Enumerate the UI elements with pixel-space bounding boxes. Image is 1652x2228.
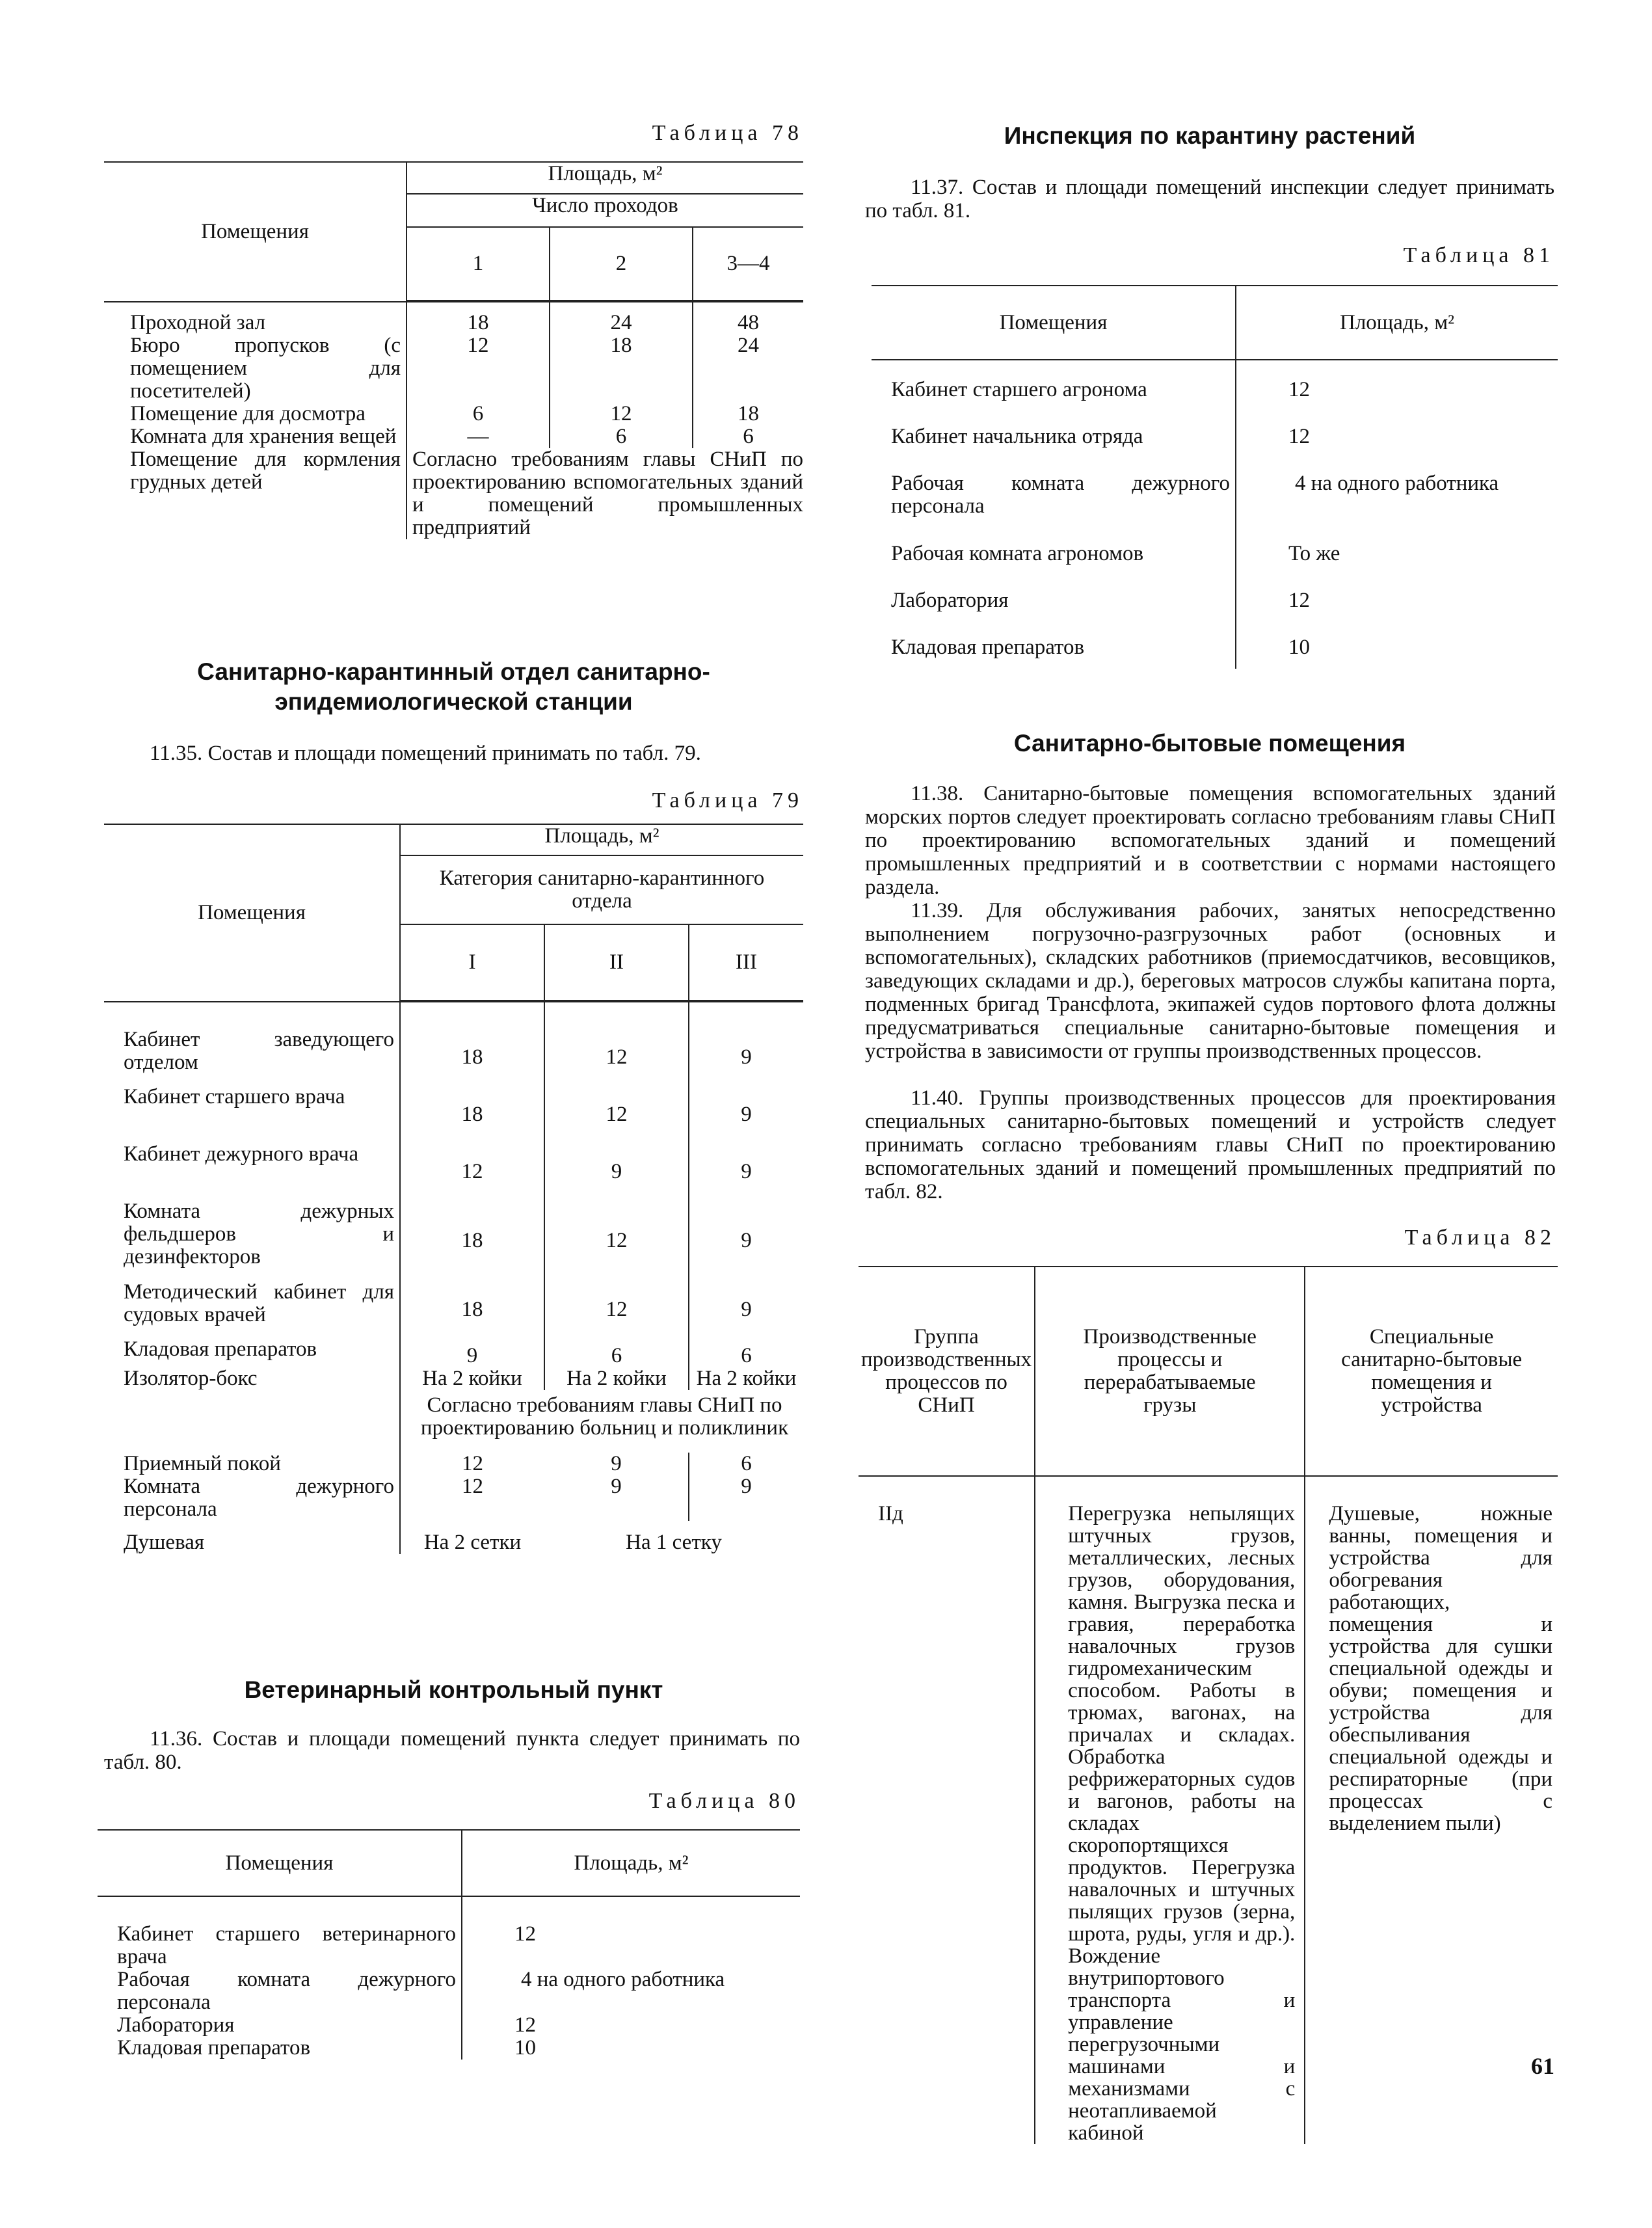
table-cell: 6 — [544, 1338, 689, 1367]
table-cell: 9 — [689, 1475, 803, 1521]
table-cell: 18 — [406, 312, 550, 334]
table-cell: 4 на одного работника — [1236, 472, 1558, 543]
table-cell: 12 — [400, 1475, 544, 1521]
table-cell: 9 — [400, 1338, 544, 1367]
table-row-name: Кабинет дежурного врача — [124, 1142, 359, 1166]
table-cell: 6 — [693, 425, 803, 448]
table-row-name: Кабинет старшего агронома — [891, 378, 1147, 401]
table-note: Согласно требованиям главы СНиП по проектированию вспомогательных зданий и помещений промышленных предприятий — [406, 448, 803, 539]
table-cell: 6 — [550, 425, 693, 448]
table-cell: 9 — [689, 1200, 803, 1281]
table-cell: На 2 койки — [400, 1367, 544, 1390]
table-cell-processes: Перегрузка непылящих штучных грузов, металлических, лесных грузов, оборудования, камня. Выгрузка песка и гравия, переработка навалочных грузов гидромеханическим способом. Работы в трюмах, вагонах, на причалах и складах. Обработка рефрижераторных судов и вагонов, работы на складах скоропортящихся продуктов. Перегрузка навалочных и штучных пылящих грузов (зерна, шрота, руды, угля и др.). Вождение внутрипортового транспорта и управление перегрузочными машинами и механизмами с неотапливаемой кабиной — [1035, 1503, 1305, 2144]
table-cell-facilities: Душевые, ножные ванны, помещения и устройства для обогревания работающих, помещения и устройства для сушки специальной одежды и обуви; помещения и устройства для обеспыливания специальной одежды и респираторные (при процессах с выделением пыли) — [1305, 1503, 1558, 2144]
section-title-sanitary-facilities: Санитарно-бытовые помещения — [1013, 730, 1406, 757]
table-row-name: Проходной зал — [130, 311, 266, 334]
table-cell: 12 — [550, 403, 693, 425]
table-cell: 24 — [693, 334, 803, 403]
table-row-name: Кабинет старшего ветеринарного врача — [117, 1922, 456, 1968]
table-79-col: I — [400, 924, 544, 1000]
table-78 — [104, 161, 803, 539]
table-78-header-area: Площадь, м² — [406, 162, 803, 194]
table-80 — [98, 1829, 800, 2060]
table-note: Согласно требованиям главы СНиП по проектированию больниц и поликлиник — [400, 1390, 803, 1453]
table-cell: 12 — [544, 1086, 689, 1143]
table-row-name: Лаборатория — [891, 589, 1009, 612]
table-row-name: Изолятор-бокс — [124, 1367, 258, 1390]
table-cell: 4 на одного работника — [462, 1968, 800, 2014]
table-row-name: Кладовая препаратов — [117, 2036, 311, 2060]
table-row-name: Бюро пропусков (с помещением для посетителей) — [130, 334, 401, 403]
table-row-name: Комната дежурного персонала — [124, 1475, 394, 1521]
table-row-name: Приемный покой — [124, 1452, 281, 1475]
table-80-header-area: Площадь, м² — [462, 1830, 800, 1896]
paragraph-11-36: 11.36. Состав и площади помещений пункта следует принимать по табл. 80. — [104, 1727, 800, 1774]
table-78-caption: Таблица 78 — [652, 121, 803, 145]
table-cell: 10 — [462, 2037, 800, 2060]
table-78-col: 3—4 — [693, 227, 803, 301]
table-cell: 24 — [550, 312, 693, 334]
table-cell: 18 — [550, 334, 693, 403]
table-row-name: Кабинет начальника отряда — [891, 425, 1143, 448]
table-cell: 18 — [400, 1028, 544, 1086]
table-row-name: Рабочая комната дежурного персонала — [117, 1968, 456, 2014]
section-title-veterinary: Ветеринарный контрольный пункт — [244, 1676, 663, 1703]
paragraph-11-39: 11.39. Для обслуживания рабочих, занятых непосредственно выполнением погрузочно-разгрузочных работ (основных и вспомогательных), складских работников (приемосдатчиков, весовщиков, заведующих складами и др.), береговых матросов службы капитана порта, подменных бригад Трансфлота, экипажей судов портового флота должны предусматриваться специальные санитарно-бытовые помещения и устройства в зависимости от группы производственных процессов. — [865, 899, 1556, 1063]
table-cell: 18 — [400, 1086, 544, 1143]
table-81-caption: Таблица 81 — [1403, 243, 1554, 267]
table-80-header-rooms: Помещения — [98, 1830, 462, 1896]
table-cell: 6 — [689, 1338, 803, 1367]
table-79-caption: Таблица 79 — [652, 788, 803, 812]
page-number: 61 — [1531, 2053, 1554, 2079]
paragraph-11-37: 11.37. Состав и площади помещений инспекции следует принимать по табл. 81. — [865, 176, 1554, 222]
table-row-name: Кабинет старшего врача — [124, 1085, 345, 1108]
table-cell: На 2 койки — [689, 1367, 803, 1390]
table-78-col: 1 — [406, 227, 550, 301]
table-cell: 9 — [544, 1143, 689, 1200]
paragraph-11-40: 11.40. Группы производственных процессов для проектирования специальных санитарно-бытовых помещений и устройств следует принимать согласно требованиям главы СНиП по проектированию вспомогательных зданий и помещений промышленных предприятий по табл. 82. — [865, 1086, 1556, 1203]
table-row-name: Комната дежурных фельдшеров и дезинфекторов — [124, 1200, 394, 1268]
table-cell: На 2 сетки — [400, 1521, 544, 1554]
table-cell: 6 — [689, 1453, 803, 1475]
table-row-name: Комната для хранения вещей — [130, 425, 397, 448]
table-cell: 9 — [689, 1281, 803, 1338]
table-cell: 18 — [400, 1200, 544, 1281]
table-cell: На 2 койки — [544, 1367, 689, 1390]
table-cell: 9 — [611, 1452, 622, 1475]
table-cell: 12 — [544, 1200, 689, 1281]
table-cell: 10 — [1236, 636, 1558, 669]
table-cell: 9 — [689, 1086, 803, 1143]
table-cell: 6 — [406, 403, 550, 425]
table-82-header-processes: Производственные процессы и перерабатываемые грузы — [1035, 1267, 1305, 1476]
table-row-name: Помещение для кормления грудных детей — [130, 448, 401, 494]
table-78-header-rooms: Помещения — [104, 162, 406, 301]
table-cell: На 1 сетку — [626, 1531, 722, 1554]
table-row-name: Душевая — [124, 1531, 205, 1554]
table-cell: 18 — [400, 1281, 544, 1338]
table-cell: 12 — [400, 1143, 544, 1200]
table-cell: 12 — [406, 334, 550, 403]
table-cell: 9 — [611, 1475, 622, 1498]
table-81-header-rooms: Помещения — [872, 286, 1236, 360]
table-cell-group: IIд — [878, 1502, 903, 1525]
table-row-name: Методический кабинет для судовых врачей — [124, 1280, 394, 1326]
table-81 — [872, 285, 1558, 669]
table-row-name: Кладовая препаратов — [891, 636, 1085, 659]
table-cell: 12 — [1236, 425, 1558, 472]
table-cell: 12 — [1236, 589, 1558, 636]
table-82 — [859, 1266, 1558, 2144]
table-82-header-group: Группа производственных процессов по СНиП — [859, 1267, 1035, 1476]
table-81-header-area: Площадь, м² — [1236, 286, 1558, 360]
table-row-name: Рабочая комната дежурного персонала — [891, 472, 1230, 518]
table-cell: — — [406, 425, 550, 448]
table-row-name: Помещение для досмотра — [130, 402, 366, 425]
table-80-caption: Таблица 80 — [648, 1789, 800, 1813]
table-78-header-passes: Число проходов — [406, 194, 803, 227]
table-cell: 48 — [693, 312, 803, 334]
table-78-col: 2 — [550, 227, 693, 301]
table-cell: 12 — [1236, 379, 1558, 425]
table-cell: 12 — [400, 1453, 544, 1475]
table-79-col: III — [689, 924, 803, 1000]
table-row-name: Рабочая комната агрономов — [891, 542, 1144, 565]
section-title-plant-quarantine: Инспекция по карантину растений — [1004, 122, 1416, 149]
table-row-name: Лаборатория — [117, 2013, 235, 2037]
table-row-name: Кладовая препаратов — [124, 1337, 317, 1361]
table-cell: 9 — [689, 1028, 803, 1086]
table-row-name: Кабинет заведующего отделом — [124, 1028, 394, 1074]
table-82-caption: Таблица 82 — [1404, 1226, 1556, 1250]
table-cell: 18 — [693, 403, 803, 425]
table-cell: 12 — [544, 1028, 689, 1086]
table-79-header-category: Категория санитарно-карантинного отдела — [400, 855, 803, 924]
paragraph-11-35: 11.35. Состав и площади помещений принимать по табл. 79. — [150, 742, 701, 765]
paragraph-11-38: 11.38. Санитарно-бытовые помещения вспомогательных зданий морских портов следует проектировать согласно требованиям главы СНиП по проектированию вспомогательных зданий и помещений промышленных предприятий и в соответствии с нормами настоящего раздела. — [865, 782, 1556, 899]
table-cell: То же — [1236, 543, 1558, 589]
table-cell: 9 — [689, 1143, 803, 1200]
table-79-header-area: Площадь, м² — [400, 824, 803, 855]
table-cell: 12 — [462, 1923, 800, 1968]
table-cell: 12 — [462, 2014, 800, 2037]
table-82-header-facilities: Специальные санитарно-бытовые помещения и устройства — [1305, 1267, 1558, 1476]
table-79-col: II — [544, 924, 689, 1000]
table-79-header-rooms: Помещения — [104, 824, 400, 1000]
section-title-sanitary-quarantine: Санитарно-карантинный отдел санитарно-эпидемиологической станции — [197, 658, 710, 715]
table-79 — [104, 824, 803, 1554]
table-cell: 12 — [544, 1281, 689, 1338]
